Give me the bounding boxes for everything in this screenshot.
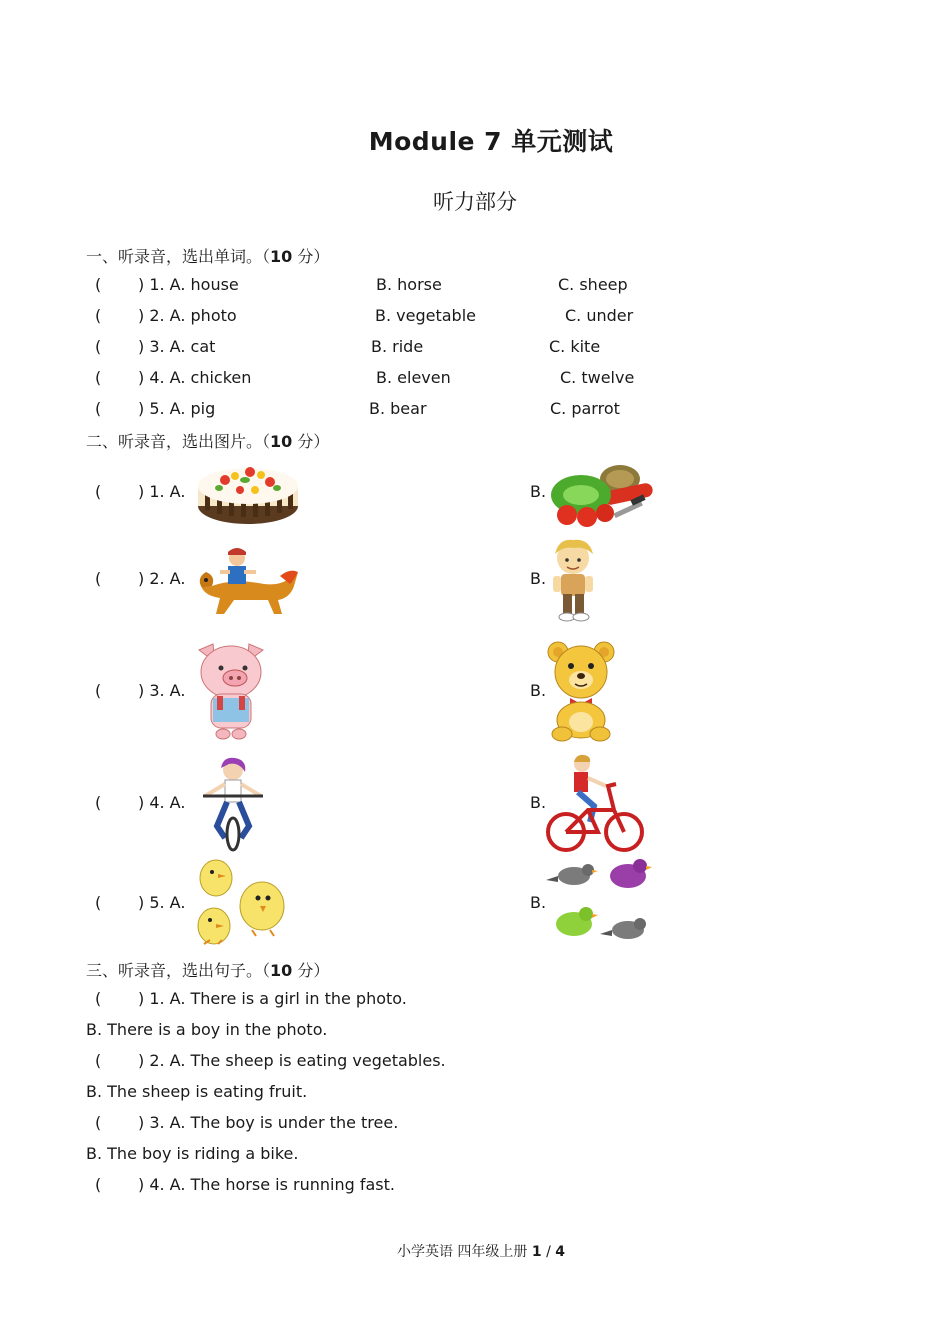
footer-sep: / bbox=[541, 1244, 556, 1260]
section1-heading-text: 一、听录音，选出单词。（ bbox=[86, 247, 271, 266]
s1-item2-b: B. vegetable bbox=[375, 306, 476, 325]
s2-item1-a: ) 1. A. bbox=[138, 482, 186, 501]
s2-item5-b: B. bbox=[530, 893, 547, 912]
section3-unit: 分） bbox=[292, 961, 330, 980]
answer-paren[interactable]: ( bbox=[95, 399, 102, 418]
answer-paren[interactable]: ( bbox=[95, 275, 102, 294]
section2-unit: 分） bbox=[292, 432, 330, 451]
s3-item1-a: ) 1. A. There is a girl in the photo. bbox=[138, 989, 407, 1008]
s1-item3-c: C. kite bbox=[549, 337, 601, 356]
answer-paren[interactable]: ( bbox=[95, 368, 102, 387]
section2-heading bbox=[86, 429, 329, 452]
s1-item3-b: B. ride bbox=[371, 337, 424, 356]
s1-item5-a: ) 5. A. pig bbox=[138, 399, 216, 418]
footer-page: 1 bbox=[531, 1244, 542, 1260]
answer-paren[interactable]: ( bbox=[95, 1113, 102, 1132]
section3-heading bbox=[86, 958, 329, 981]
answer-paren[interactable]: ( bbox=[95, 989, 102, 1008]
answer-paren[interactable]: ( bbox=[95, 337, 102, 356]
s2-item2-b: B. bbox=[530, 569, 547, 588]
s3-item3-a: ) 3. A. The boy is under the tree. bbox=[138, 1113, 399, 1132]
pig-icon[interactable] bbox=[193, 640, 269, 742]
s2-item1-b: B. bbox=[530, 482, 547, 501]
s3-item2-b: B. The sheep is eating fruit. bbox=[86, 1082, 308, 1101]
s2-item3-a: ) 3. A. bbox=[138, 681, 186, 700]
girl-bike-icon[interactable] bbox=[199, 756, 267, 852]
bear-icon[interactable] bbox=[544, 640, 618, 742]
section1-heading bbox=[86, 244, 329, 267]
answer-paren[interactable]: ( bbox=[95, 793, 102, 812]
section1-unit: 分） bbox=[292, 247, 330, 266]
boy-icon[interactable] bbox=[545, 538, 601, 624]
horse-icon[interactable] bbox=[194, 542, 302, 618]
section2-points: 10 bbox=[270, 432, 293, 451]
section1-points: 10 bbox=[270, 247, 293, 266]
s3-item4-a: ) 4. A. The horse is running fast. bbox=[138, 1175, 395, 1194]
footer-total: 4 bbox=[555, 1244, 566, 1260]
s2-item5-a: ) 5. A. bbox=[138, 893, 186, 912]
s2-item2-a: ) 2. A. bbox=[138, 569, 186, 588]
answer-paren[interactable]: ( bbox=[95, 306, 102, 325]
birds-icon[interactable] bbox=[544, 854, 654, 950]
s1-item1-b: B. horse bbox=[376, 275, 442, 294]
answer-paren[interactable]: ( bbox=[95, 482, 102, 501]
answer-paren[interactable]: ( bbox=[95, 1051, 102, 1070]
chicks-icon[interactable] bbox=[194, 856, 288, 950]
answer-paren[interactable]: ( bbox=[95, 893, 102, 912]
s3-item1-b: B. There is a boy in the photo. bbox=[86, 1020, 328, 1039]
s1-item2-a: ) 2. A. photo bbox=[138, 306, 237, 325]
s1-item3-a: ) 3. A. cat bbox=[138, 337, 216, 356]
section3-points: 10 bbox=[270, 961, 293, 980]
s2-item3-b: B. bbox=[530, 681, 547, 700]
s1-item4-c: C. twelve bbox=[560, 368, 635, 387]
footer-text: 小学英语 四年级上册 bbox=[396, 1244, 532, 1260]
s1-item5-b: B. bear bbox=[369, 399, 427, 418]
section3-heading-text: 三、听录音，选出句子。（ bbox=[86, 961, 271, 980]
page-title: Module 7 单元测试 bbox=[368, 127, 614, 156]
cake-icon[interactable] bbox=[195, 458, 301, 528]
answer-paren[interactable]: ( bbox=[95, 1175, 102, 1194]
s1-item4-a: ) 4. A. chicken bbox=[138, 368, 252, 387]
answer-paren[interactable]: ( bbox=[95, 569, 102, 588]
s2-item4-a: ) 4. A. bbox=[138, 793, 186, 812]
page-subtitle: 听力部分 bbox=[433, 190, 517, 214]
section2-heading-text: 二、听录音，选出图片。（ bbox=[86, 432, 271, 451]
answer-paren[interactable]: ( bbox=[95, 681, 102, 700]
page-footer bbox=[0, 1241, 950, 1261]
vegetables-icon[interactable] bbox=[545, 457, 657, 529]
s3-item3-b: B. The boy is riding a bike. bbox=[86, 1144, 299, 1163]
s1-item1-c: C. sheep bbox=[558, 275, 628, 294]
s1-item5-c: C. parrot bbox=[550, 399, 620, 418]
boy-bike-icon[interactable] bbox=[544, 754, 646, 854]
s3-item2-a: ) 2. A. The sheep is eating vegetables. bbox=[138, 1051, 446, 1070]
s1-item2-c: C. under bbox=[565, 306, 634, 325]
s1-item4-b: B. eleven bbox=[376, 368, 451, 387]
s1-item1-a: ) 1. A. house bbox=[138, 275, 239, 294]
s2-item4-b: B. bbox=[530, 793, 547, 812]
